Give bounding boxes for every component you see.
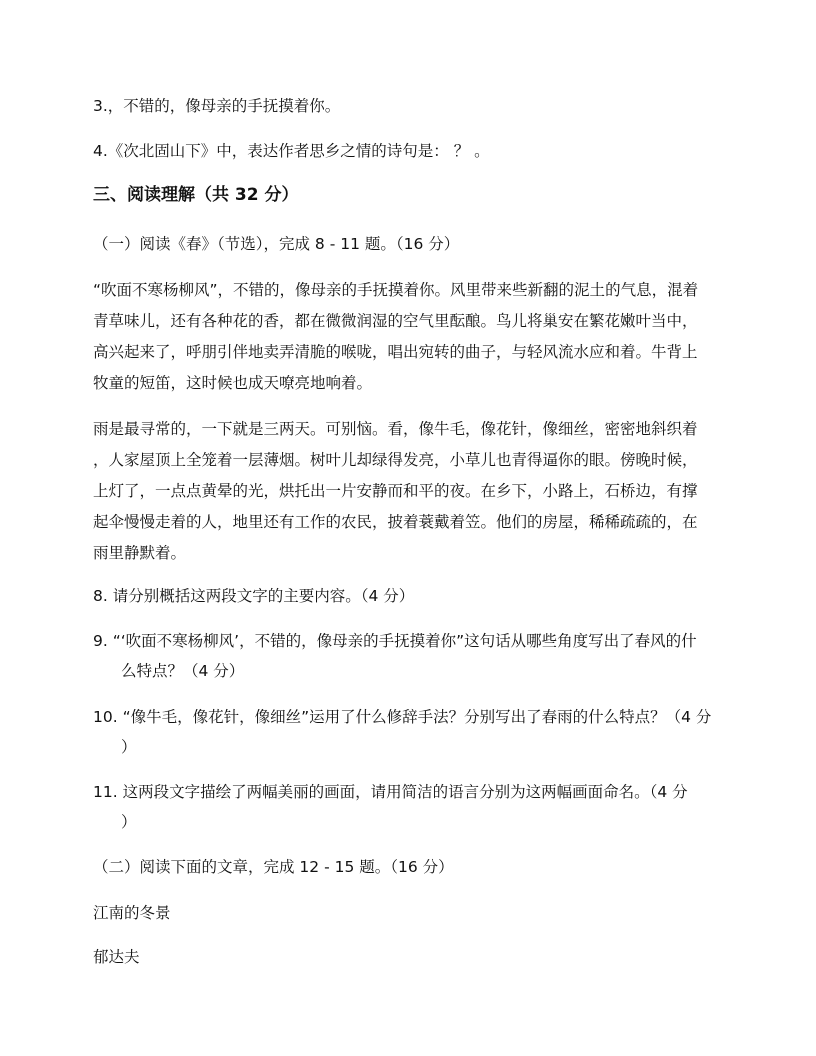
part1-intro: （一）阅读《春》（节选），完成 8 - 11 题。（16 分） [93,235,460,253]
paragraph-line: 牧童的短笛，这时候也成天嘹亮地响着。 [93,374,373,392]
article-title: 江南的冬景 [93,904,171,922]
part2-intro: （二）阅读下面的文章，完成 12 - 15 题。（16 分） [93,858,454,876]
article-author: 郁达夫 [93,948,140,966]
question-line: ） [121,813,137,831]
paragraph-line: 青草味儿，还有各种花的香，都在微微润湿的空气里酝酿。鸟儿将巢安在繁花嫩叶当中， [93,312,698,330]
question-line: 11. 这两段文字描绘了两幅美丽的画面，请用简洁的语言分别为这两幅画面命名。（4 分 [93,783,688,801]
paragraph-line: 雨是最寻常的，一下就是三两天。可别恼。看，像牛毛，像花针，像细丝，密密地斜织着 [93,420,698,438]
question-line: 么特点？（4 分） [121,662,245,680]
question-3: 3.，不错的，像母亲的手抚摸着你。 [93,97,341,115]
paragraph-line: 雨里静默着。 [93,544,187,562]
question-4: 4.《次北固山下》中，表达作者思乡之情的诗句是： ？ 。 [93,142,490,160]
paragraph-line: “吹面不寒杨柳风”，不错的，像母亲的手抚摸着你。风里带来些新翻的泥土的气息，混着 [93,281,699,299]
question-8: 8. 请分别概括这两段文字的主要内容。（4 分） [93,587,415,605]
section-heading: 三、阅读理解（共 32 分） [93,185,299,205]
paragraph-line: 高兴起来了，呼朋引伴地卖弄清脆的喉咙，唱出宛转的曲子，与轻风流水应和着。牛背上 [93,343,698,361]
question-line: 10. “像牛毛，像花针，像细丝”运用了什么修辞手法？分别写出了春雨的什么特点？（4 分 [93,708,712,726]
paragraph-line: ，人家屋顶上全笼着一层薄烟。树叶儿却绿得发亮，小草儿也青得逼你的眼。傍晚时候， [93,451,698,469]
question-line: ） [121,738,137,756]
question-line: 9. “‘吹面不寒杨柳风’，不错的，像母亲的手抚摸着你”这句话从哪些角度写出了春风的什 [93,632,697,650]
paragraph-line: 上灯了，一点点黄晕的光，烘托出一片安静而和平的夜。在乡下，小路上，石桥边，有撑 [93,482,698,500]
paragraph-line: 起伞慢慢走着的人，地里还有工作的农民，披着蓑戴着笠。他们的房屋，稀稀疏疏的，在 [93,513,698,531]
